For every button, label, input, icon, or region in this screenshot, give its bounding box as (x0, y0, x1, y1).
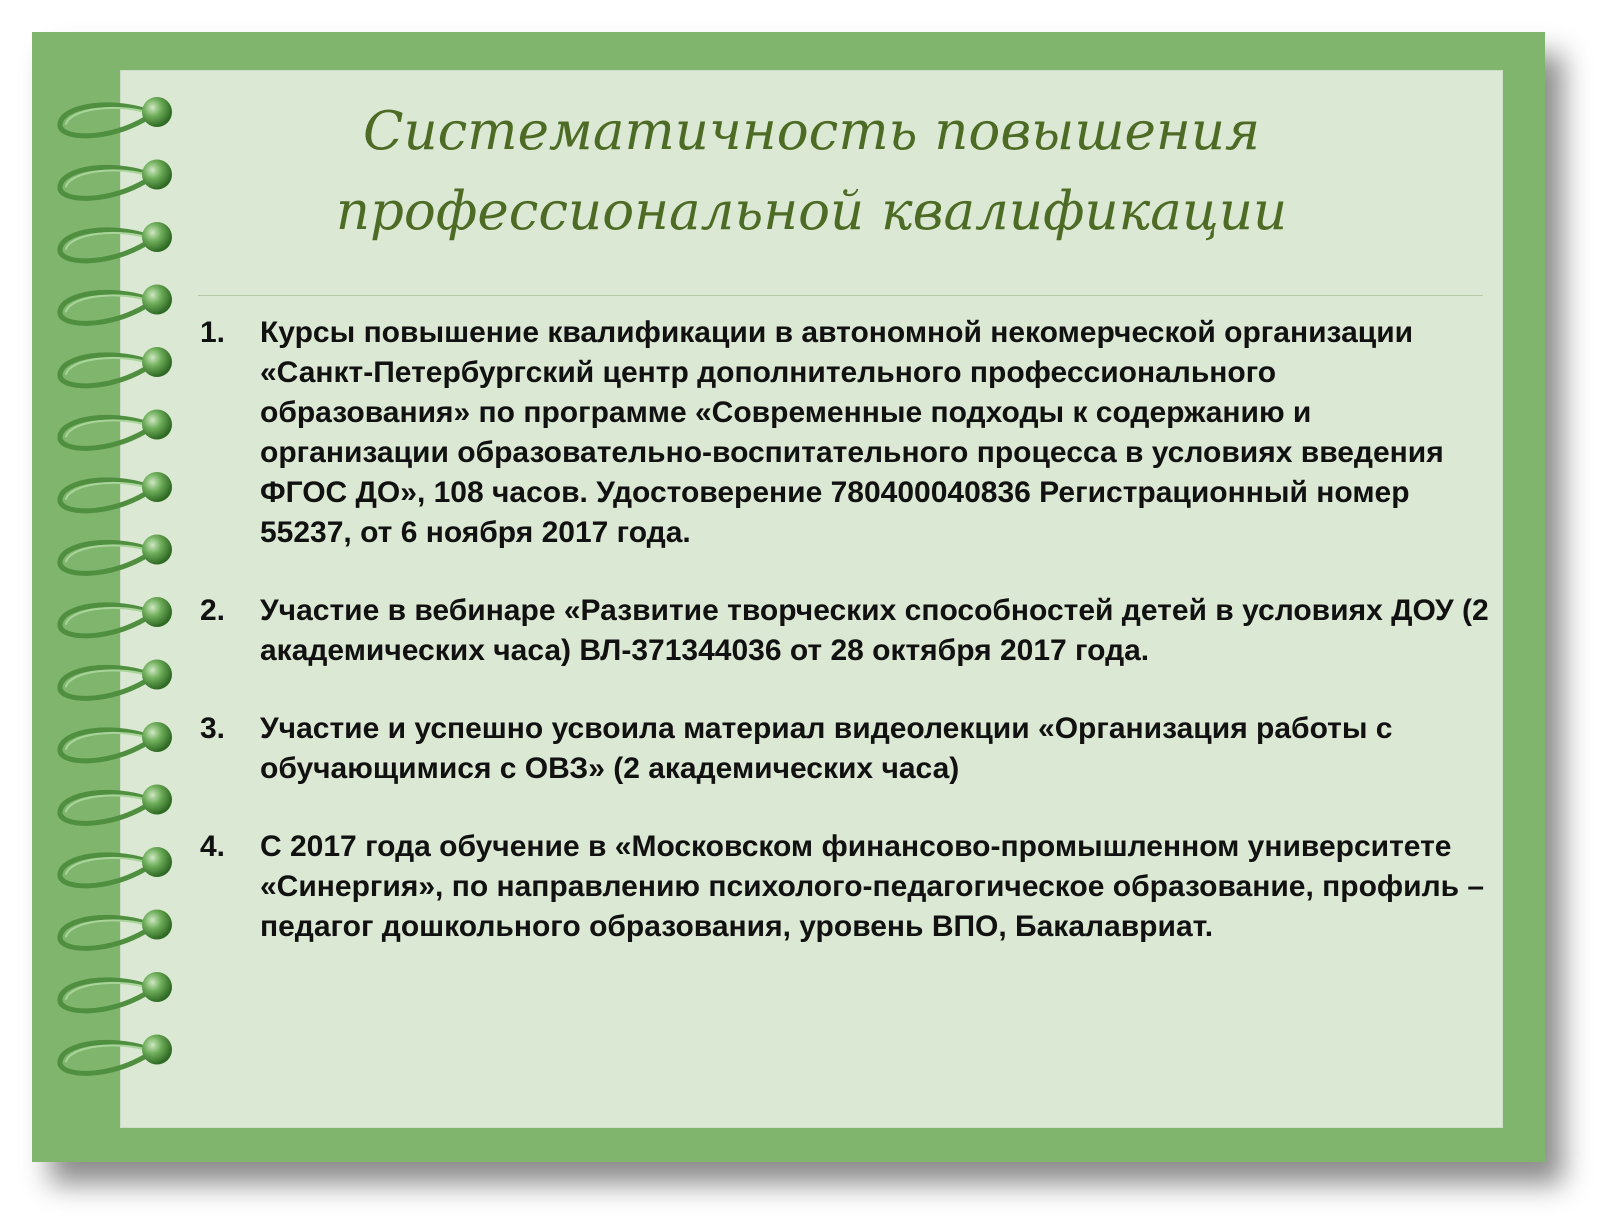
list-item (200, 313, 1490, 553)
item-number: 3. (200, 712, 226, 745)
page-title (120, 92, 1503, 252)
item-text: С 2017 года обучение в «Московском финансово-промышленном университете «Синергия», по направлению психолого-педагогическое образование, профиль – педагог дошкольного образования, уровень ВПО, Бакалавриат. (260, 830, 1485, 943)
title-line-2: профессиональной квалификации (335, 181, 1288, 242)
qualification-list (200, 313, 1490, 947)
list-item (200, 827, 1490, 947)
list-item (200, 709, 1490, 789)
item-number: 1. (200, 316, 226, 349)
item-number: 4. (200, 830, 226, 863)
title-line-1: Систематичность повышения (362, 101, 1261, 162)
item-text: Участие в вебинаре «Развитие творческих способностей детей в условиях ДОУ (2 академических часа) ВЛ-371344036 от 28 октября 2017 года. (260, 594, 1489, 667)
list-item (200, 591, 1490, 671)
item-text: Курсы повышение квалификации в автономной некомерческой организации «Санкт-Петербургский центр дополнительного профессионального образования» по программе «Современные подходы к содержанию и организации образовательно-воспитательного процесса в условиях введения ФГОС ДО», 108 часов. Удостоверение 780400040836 Регистрационный номер 55237, от 6 ноября 2017 года. (260, 316, 1444, 549)
title-divider (198, 295, 1483, 296)
item-number: 2. (200, 594, 226, 627)
item-text: Участие и успешно усвоила материал видеолекции «Организация работы с обучающимися с ОВЗ» (2 академических часа) (260, 712, 1393, 785)
